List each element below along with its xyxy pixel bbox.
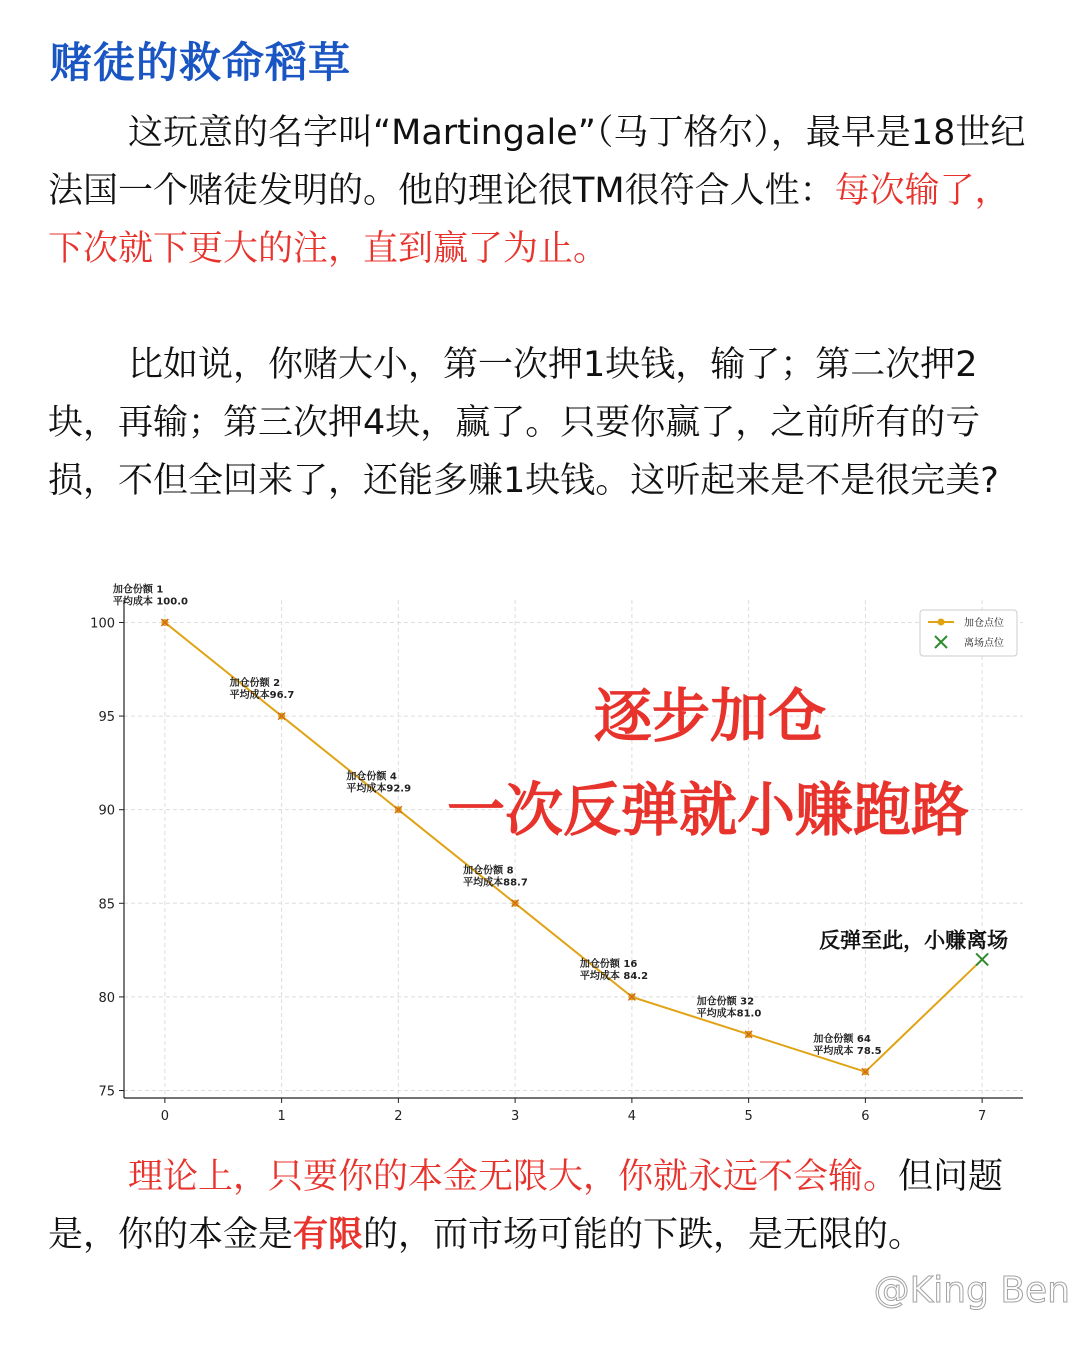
x-tick-label: 2 xyxy=(394,1109,403,1124)
annotation-shares: 加仓份额 4 xyxy=(346,771,397,783)
legend-point-swatch xyxy=(938,619,945,626)
y-tick-label: 75 xyxy=(98,1084,115,1100)
overlay-title-1: 逐步加仓 xyxy=(593,682,827,750)
annotation-avg-cost: 平均成本 84.2 xyxy=(579,970,649,982)
legend-label-exit: 离场点位 xyxy=(964,638,1004,649)
x-tick-label: 4 xyxy=(627,1109,637,1124)
watermark xyxy=(874,1270,1070,1311)
x-tick-label: 1 xyxy=(277,1109,286,1124)
annotation-shares: 加仓份额 8 xyxy=(463,865,514,877)
y-tick-label: 100 xyxy=(90,616,115,632)
annotation-shares: 加仓份额 16 xyxy=(579,958,638,970)
x-tick-label: 3 xyxy=(510,1109,520,1124)
x-tick-label: 6 xyxy=(861,1109,870,1124)
watermark-text: @King Ben xyxy=(873,1270,1070,1311)
x-tick-label: 7 xyxy=(977,1109,987,1124)
y-tick-label: 85 xyxy=(98,897,115,913)
x-tick-label: 5 xyxy=(744,1109,753,1124)
conclusion-bold-highlight: 有限 xyxy=(293,1215,364,1255)
annotation-avg-cost: 平均成本81.0 xyxy=(696,1008,762,1020)
conclusion-highlight: 理论上，只要你的本金无限大，你就永远不会输。 xyxy=(128,1157,899,1197)
annotation-shares: 加仓份额 64 xyxy=(813,1033,871,1045)
page-title: 赌徒的救命稻草 xyxy=(50,38,352,87)
overlay-title-2: 一次反弹就小赚跑路 xyxy=(446,776,970,844)
annotation-avg-cost: 平均成本 100.0 xyxy=(112,596,188,608)
conclusion-text-after: 的，而市场可能的下跌，是无限的。 xyxy=(363,1215,924,1255)
paragraph-conclusion xyxy=(48,1148,1033,1264)
y-tick-label: 90 xyxy=(98,803,115,819)
conclusion-text-before: 但问题是，你的本金是 xyxy=(48,1157,1004,1255)
x-tick-label: 0 xyxy=(160,1109,170,1124)
annotation-avg-cost: 平均成本96.7 xyxy=(229,690,295,702)
annotation-avg-cost: 平均成本88.7 xyxy=(463,877,528,889)
legend-label-buy: 加仓点位 xyxy=(964,618,1004,629)
paragraph-example xyxy=(48,336,1033,510)
example-text: 比如说，你赌大小，第一次押1块钱，输了；第二次押2块，再输；第三次押4块，赢了。只要你赢了，之前所有的亏损，不但全回来了，还能多赚1块钱。这听起来是不是很完美? xyxy=(48,345,999,501)
annotation-avg-cost: 平均成本92.9 xyxy=(346,783,412,795)
legend-box xyxy=(920,610,1017,656)
exit-point xyxy=(976,953,988,965)
intro-highlight: 每次输了，下次就下更大的注，直到赢了为止。 xyxy=(48,171,1010,269)
y-tick-label: 80 xyxy=(98,990,115,1006)
paragraph-intro xyxy=(48,104,1033,278)
y-tick-label: 95 xyxy=(98,710,115,726)
annotation-shares: 加仓份额 32 xyxy=(696,996,755,1008)
exit-label: 反弹至此，小赚离场 xyxy=(819,928,1009,953)
annotation-shares: 加仓份额 2 xyxy=(229,678,281,690)
annotation-shares: 加仓份额 1 xyxy=(112,584,164,596)
martingale-chart xyxy=(60,578,1040,1128)
intro-text: 这玩意的名字叫“Martingale”（马丁格尔），最早是18世纪法国一个赌徒发明的。他的理论很TM很符合人性： xyxy=(48,113,1026,211)
annotation-avg-cost: 平均成本 78.5 xyxy=(813,1045,882,1057)
